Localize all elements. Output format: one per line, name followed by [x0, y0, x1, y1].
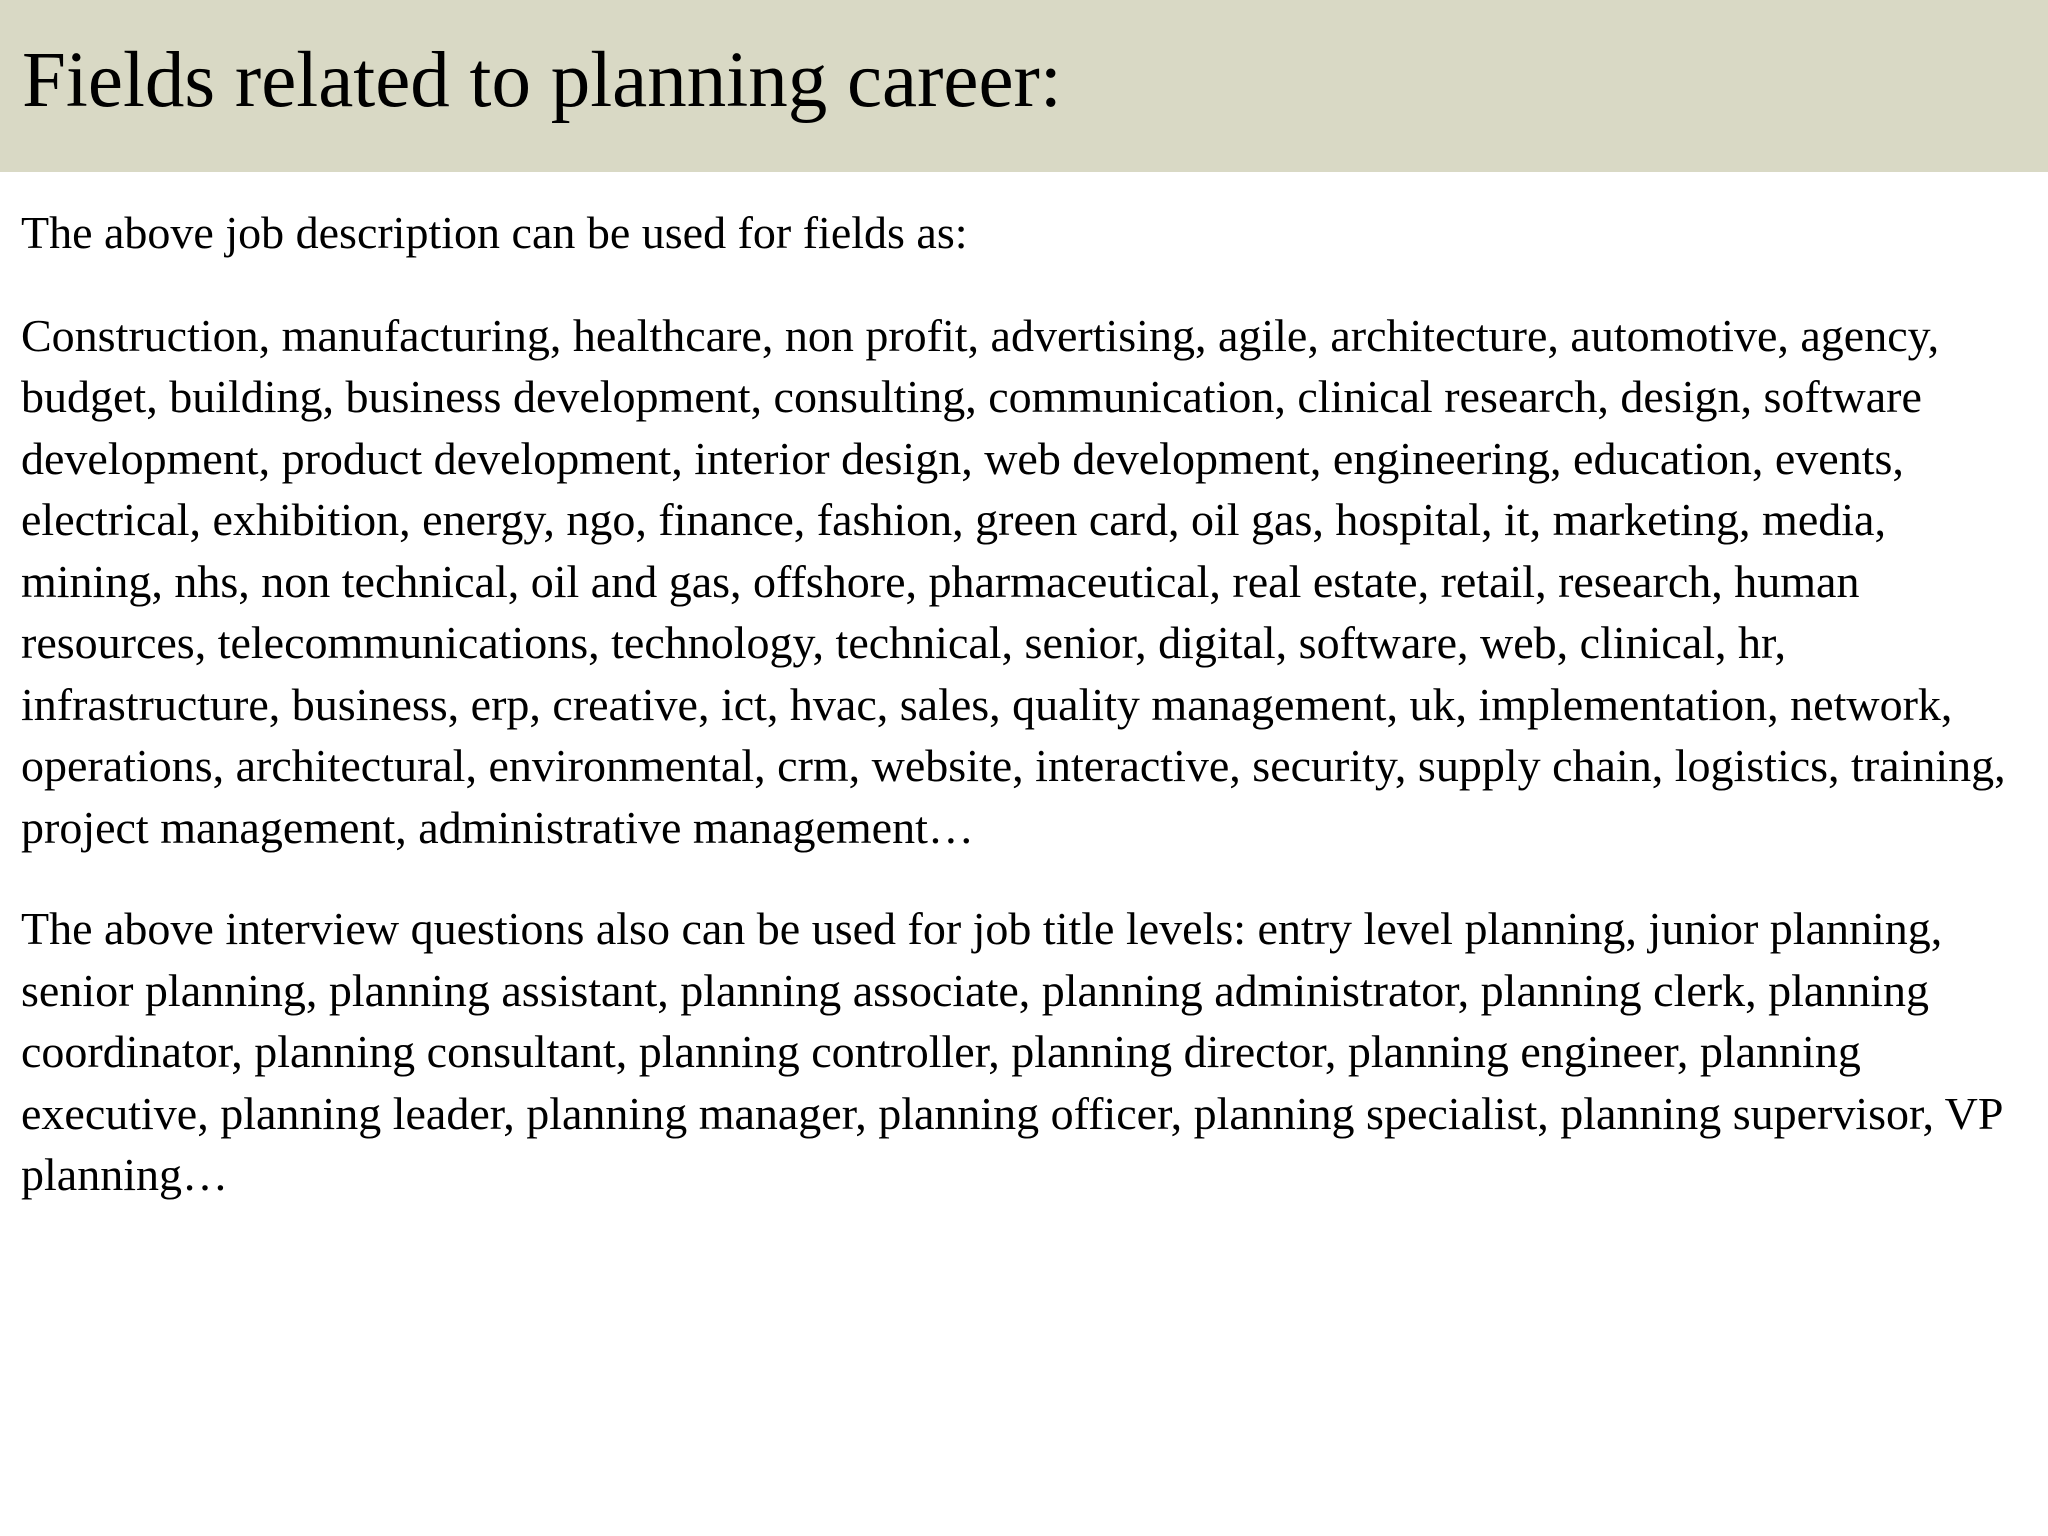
slide-title: Fields related to planning career: — [22, 37, 1062, 124]
slide-body — [21, 202, 2031, 1246]
title-bar — [0, 0, 2048, 172]
job-title-levels-paragraph: The above interview questions also can be used for job title levels: entry level planning, junior planning, senior planning, planning assistant, planning associate, planning administrator, planning clerk, planning coordinator, planning consultant, planning controller, planning director, planning engineer, planning executive, planning leader, planning manager, planning officer, planning specialist, planning supervisor, VP planning… — [21, 903, 2002, 1200]
fields-list-paragraph: Construction, manufacturing, healthcare, non profit, advertising, agile, architecture, automotive, agency, budget, building, business development, consulting, communication, clinical research, design, software development, product development, interior design, web development, engineering, education, events, electrical, exhibition, energy, ngo, finance, fashion, green card, oil gas, hospital, it, marketing, media, mining, nhs, non technical, oil and gas, offshore, pharmaceutical, real estate, retail, research, human resources, telecommunications, technology, technical, senior, digital, software, web, clinical, hr, infrastructure, business, erp, creative, ict, hvac, sales, quality management, uk, implementation, network, operations, architectural, environmental, crm, website, interactive, security, supply chain, logistics, training, project management, administrative management… — [21, 309, 2006, 853]
intro-paragraph: The above job description can be used for fields as: — [21, 207, 968, 258]
